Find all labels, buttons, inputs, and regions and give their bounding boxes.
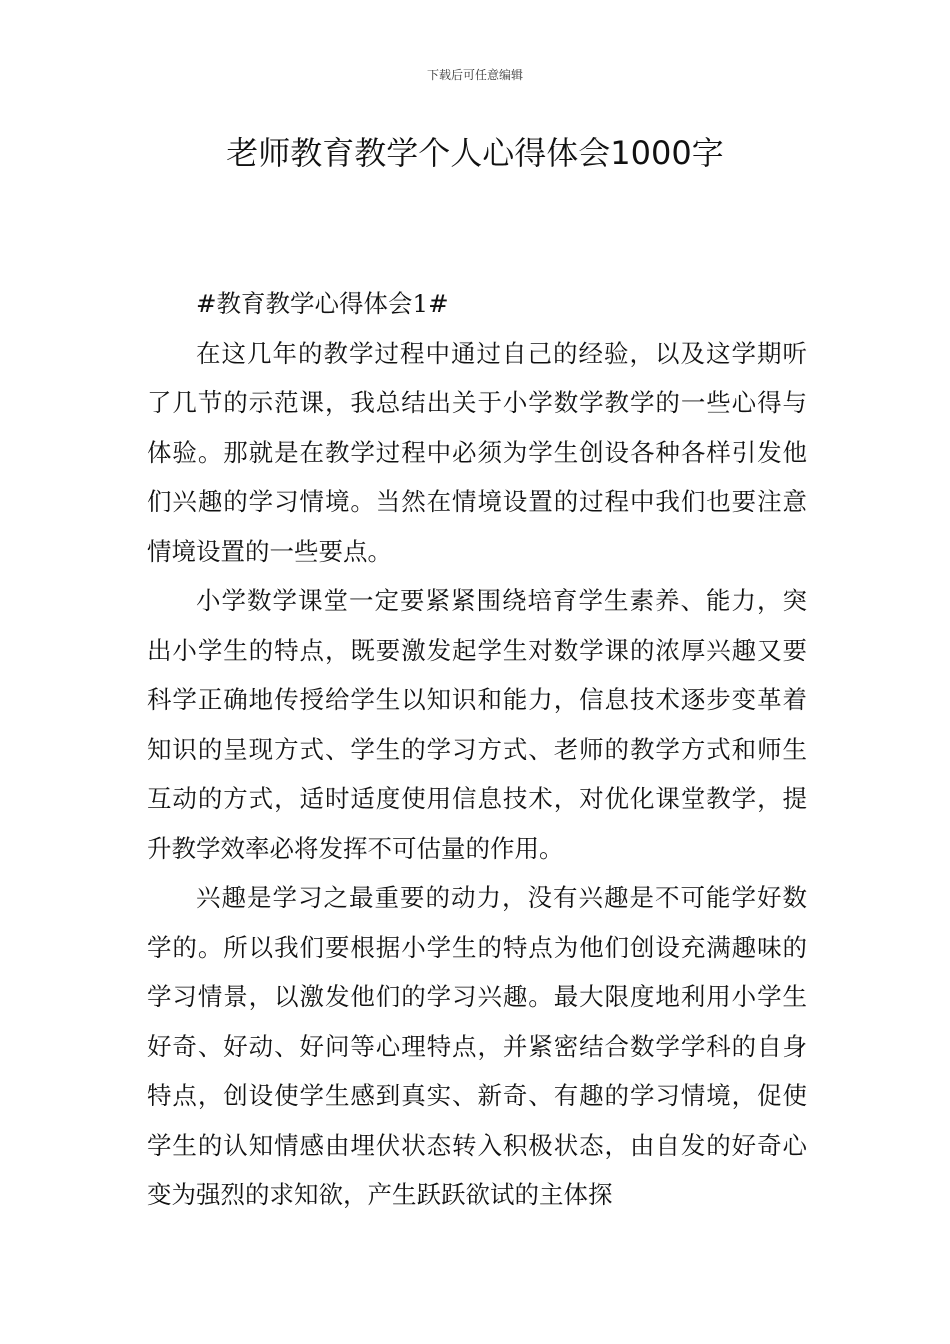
paragraph-1: 在这几年的教学过程中通过自己的经验，以及这学期听了几节的示范课，我总结出关于小学数学教学的一些心得与体验。那就是在教学过程中必须为学生创设各种各样引发他们兴趣的学习情境。当然在情境设置的过程中我们也要注意情境设置的一些要点。 [147,338,807,566]
paragraph-2: 小学数学课堂一定要紧紧围绕培育学生素养、能力，突出小学生的特点，既要激发起学生对数学课的浓厚兴趣又要科学正确地传授给学生以知识和能力，信息技术逐步变革着知识的呈现方式、学生的学习方式、老师的教学方式和师生互动的方式，适时适度使用信息技术，对优化课堂教学，提升教学效率必将发挥不可估量的作用。 [147,586,807,863]
document-title: 老师教育教学个人心得体会1000字 [226,134,724,172]
document-body [147,279,807,1220]
paragraph-3: 兴趣是学习之最重要的动力，没有兴趣是不可能学好数学的。所以我们要根据小学生的特点为他们创设充满趣味的学习情景，以激发他们的学习兴趣。最大限度地利用小学生好奇、好动、好问等心理特点，并紧密结合数学学科的自身特点，创设使学生感到真实、新奇、有趣的学习情境，促使学生的认知情感由埋伏状态转入积极状态，由自发的好奇心变为强烈的求知欲，产生跃跃欲试的主体探 [147,883,807,1209]
section-heading: #教育教学心得体会1# [196,289,449,318]
header-note: 下载后可任意编辑 [426,68,523,82]
